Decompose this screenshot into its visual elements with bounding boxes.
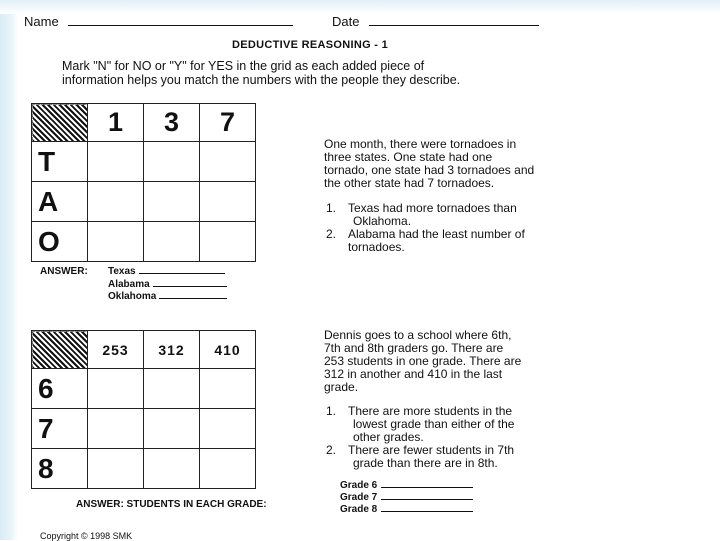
grade-label: Grade 7	[340, 492, 378, 503]
answer-state-label: Alabama	[108, 279, 150, 290]
grid-cell[interactable]	[200, 142, 256, 182]
puzzle2-answer-label: ANSWER: STUDENTS IN EACH GRADE:	[76, 499, 267, 510]
grid-cell[interactable]	[200, 182, 256, 222]
clue-line: grade than there are in 8th.	[353, 456, 498, 470]
clue-line: other grades.	[353, 430, 424, 444]
clue-line: Texas had more tornadoes than	[348, 201, 517, 215]
puzzle2-story	[324, 329, 624, 394]
puzzle1-clue-2	[326, 228, 626, 254]
page-title: DEDUCTIVE REASONING - 1	[232, 39, 389, 51]
puzzle1-row-header: O	[32, 222, 88, 262]
answer-texas	[108, 266, 225, 277]
answer-line[interactable]	[381, 511, 473, 512]
story-line: the other state had 7 tornadoes.	[324, 176, 495, 190]
slide-top-band	[0, 0, 720, 14]
grade-8-answer	[340, 504, 473, 515]
puzzle1-answer-label: ANSWER:	[40, 266, 88, 277]
grid-cell[interactable]	[200, 222, 256, 262]
instructions-line-2: information helps you match the numbers with the people they describe.	[62, 73, 461, 87]
clue-line: Alabama had the least number of	[348, 227, 525, 241]
puzzle2-clue-1	[326, 405, 626, 444]
grid-cell[interactable]	[144, 449, 200, 489]
answer-line[interactable]	[153, 286, 227, 287]
name-field	[24, 14, 293, 29]
puzzle2-clue-2	[326, 444, 626, 470]
grid-cell[interactable]	[144, 369, 200, 409]
clue-number: 2.	[326, 443, 337, 457]
grid-corner-hatch	[32, 104, 88, 142]
puzzle1-story	[324, 138, 624, 190]
puzzle1-clue-1	[326, 202, 626, 228]
answer-alabama	[108, 279, 227, 290]
grid-corner-hatch	[32, 331, 88, 369]
name-line	[68, 25, 293, 26]
puzzle1-grid	[31, 103, 256, 262]
name-label: Name	[24, 14, 59, 29]
grade-7-answer	[340, 492, 473, 503]
puzzle1-col-header: 7	[200, 104, 256, 142]
copyright: Copyright © 1998 SMK	[40, 531, 133, 541]
puzzle2-grid	[31, 330, 256, 489]
grid-cell[interactable]	[88, 409, 144, 449]
instructions-line-1: Mark "N" for NO or "Y" for YES in the grid as each added piece of	[62, 59, 425, 73]
story-line: 253 students in one grade. There are	[324, 354, 522, 368]
clue-line: There are more students in the	[348, 404, 513, 418]
grade-6-answer	[340, 480, 473, 491]
answer-line[interactable]	[381, 487, 473, 488]
puzzle2-row-header: 8	[32, 449, 88, 489]
puzzle2-row-header: 6	[32, 369, 88, 409]
answer-line[interactable]	[381, 499, 473, 500]
answer-state-label: Oklahoma	[108, 291, 157, 302]
puzzle1-col-header: 3	[144, 104, 200, 142]
instructions	[62, 59, 602, 87]
answer-oklahoma	[108, 291, 227, 302]
grid-cell[interactable]	[200, 449, 256, 489]
answer-line[interactable]	[159, 298, 227, 299]
grid-cell[interactable]	[88, 369, 144, 409]
slide-side-band	[0, 0, 18, 540]
clue-line: Oklahoma.	[353, 214, 412, 228]
grade-label: Grade 8	[340, 504, 378, 515]
clue-line: lowest grade than either of the	[353, 417, 515, 431]
puzzle1-row-header: T	[32, 142, 88, 182]
puzzle1-row-header: A	[32, 182, 88, 222]
story-line: tornado, one state had 3 tornadoes and	[324, 163, 535, 177]
clue-line: tornadoes.	[348, 240, 405, 254]
grid-cell[interactable]	[144, 142, 200, 182]
puzzle2-row-header: 7	[32, 409, 88, 449]
clue-number: 1.	[326, 201, 337, 215]
grid-cell[interactable]	[88, 142, 144, 182]
grid-cell[interactable]	[144, 409, 200, 449]
puzzle2-col-header: 410	[200, 331, 256, 369]
clue-number: 2.	[326, 227, 337, 241]
answer-state-label: Texas	[108, 266, 136, 277]
grid-cell[interactable]	[88, 182, 144, 222]
grid-cell[interactable]	[88, 449, 144, 489]
grid-cell[interactable]	[144, 222, 200, 262]
date-line	[369, 25, 539, 26]
story-line: 312 in another and 410 in the last	[324, 367, 503, 381]
puzzle2-col-header: 253	[88, 331, 144, 369]
story-line: One month, there were tornadoes in	[324, 137, 517, 151]
grid-cell[interactable]	[88, 222, 144, 262]
puzzle1-col-header: 1	[88, 104, 144, 142]
clue-line: There are fewer students in 7th	[348, 443, 515, 457]
story-line: three states. One state had one	[324, 150, 493, 164]
story-line: grade.	[324, 380, 359, 394]
date-label: Date	[332, 14, 360, 29]
grade-label: Grade 6	[340, 480, 378, 491]
story-line: 7th and 8th graders go. There are	[324, 341, 504, 355]
grid-cell[interactable]	[200, 369, 256, 409]
grid-cell[interactable]	[200, 409, 256, 449]
clue-number: 1.	[326, 404, 337, 418]
date-field	[332, 14, 539, 29]
grid-cell[interactable]	[144, 182, 200, 222]
story-line: Dennis goes to a school where 6th,	[324, 328, 512, 342]
answer-line[interactable]	[139, 273, 225, 274]
puzzle2-col-header: 312	[144, 331, 200, 369]
